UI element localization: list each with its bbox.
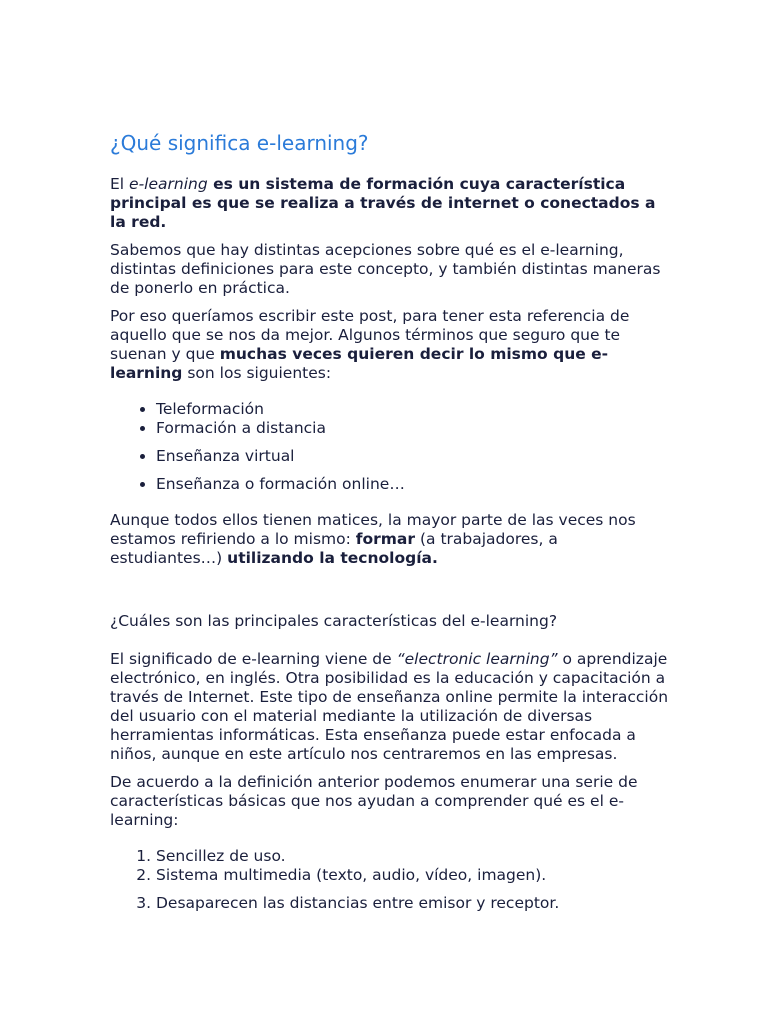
list-item: 1. Sencillez de uso.: [156, 847, 670, 866]
section-subheading: ¿Cuáles son las principales características del e-learning?: [110, 612, 558, 630]
paragraph-matices-bold-formar: formar: [355, 530, 416, 548]
paragraph-significado-pre: El significado de e-learning viene de: [110, 650, 397, 668]
terms-list: [110, 400, 670, 494]
paragraph-matices-mid: (a trabajadores, a estudiantes…): [110, 530, 558, 567]
paragraph-significado-post: o aprendizaje electrónico, en inglés. Otra posibilidad es la educación y capacitación a través de Internet. Este tipo de enseñanza online permite la interacción del usuario con el material mediante la utilización de diversas herramientas informáticas. Esta enseñanza puede estar enfocada a niños, aunque en este artículo nos centraremos en las empresas.: [110, 650, 669, 763]
intro-bold-definition: es un sistema de formación cuya característica principal es que se realiza a través de internet o conectados a la red.: [110, 175, 656, 231]
list-item: • Teleformación: [156, 400, 670, 419]
document-page: [110, 128, 670, 913]
paragraph-significado-italic: “electronic learning”: [396, 650, 558, 668]
paragraph-definicion: De acuerdo a la definición anterior podemos enumerar una serie de características básicas que nos ayudan a comprender qué es el e-learning:: [110, 773, 638, 829]
list-item: 3. Desaparecen las distancias entre emisor y receptor.: [156, 894, 670, 913]
intro-paragraph: [110, 175, 670, 232]
paragraph-terminos: [110, 307, 670, 383]
paragraph-terminos-pre: Por eso queríamos escribir este post, para tener esta referencia de aquello que se nos da mejor. Algunos términos que seguro que te suenan y que: [110, 307, 630, 363]
intro-pre: El: [110, 175, 130, 193]
features-list: [110, 847, 670, 913]
list-item: 2. Sistema multimedia (texto, audio, vídeo, imagen).: [156, 866, 670, 885]
paragraph-terminos-bold: muchas veces quieren decir lo mismo que e-learning: [110, 345, 609, 382]
list-item: • Enseñanza o formación online…: [156, 475, 670, 494]
list-item: • Formación a distancia: [156, 419, 670, 438]
page-title: ¿Qué significa e-learning?: [110, 131, 369, 155]
paragraph-terminos-post: son los siguientes:: [182, 364, 332, 382]
paragraph-acepciones: Sabemos que hay distintas acepciones sobre qué es el e-learning, distintas definiciones para este concepto, y también distintas maneras de ponerlo en práctica.: [110, 241, 661, 297]
paragraph-significado: [110, 650, 670, 764]
list-item: • Enseñanza virtual: [156, 447, 670, 466]
paragraph-matices: [110, 511, 670, 568]
paragraph-matices-pre: Aunque todos ellos tienen matices, la mayor parte de las veces nos estamos refiriendo a lo mismo:: [110, 511, 636, 548]
paragraph-matices-bold-tecnologia: utilizando la tecnología.: [227, 549, 438, 567]
intro-italic-term: e-learning: [129, 175, 208, 193]
